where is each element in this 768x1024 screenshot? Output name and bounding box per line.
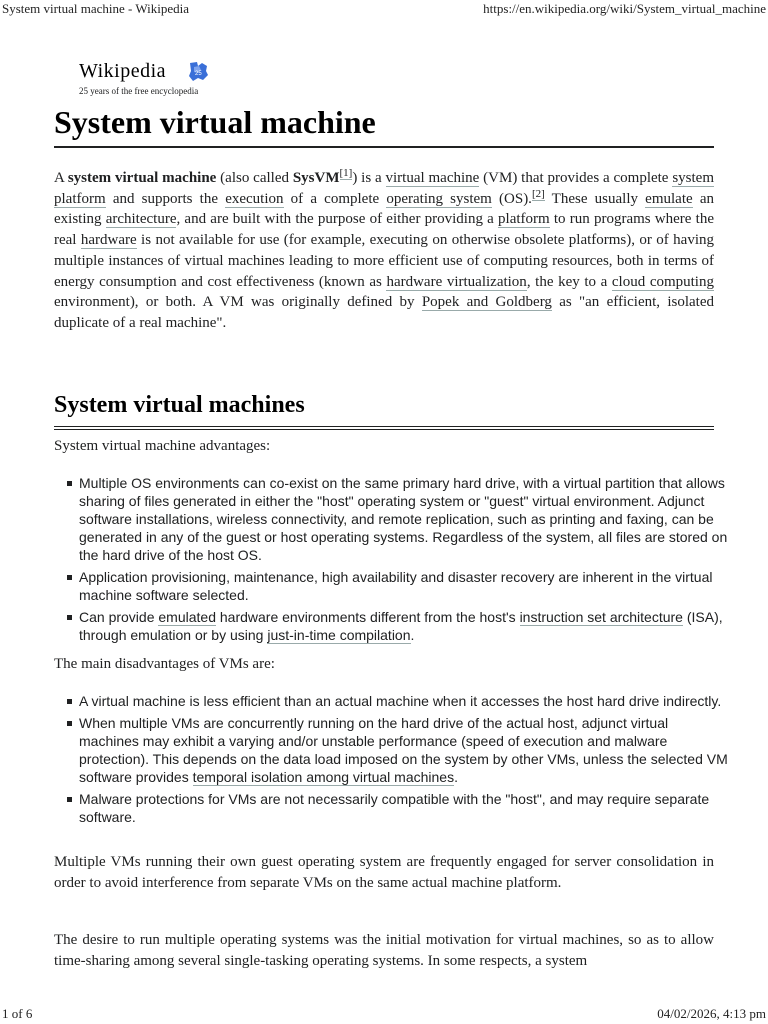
hardware-virtualization-link[interactable]: hardware virtualization [386, 273, 527, 290]
list-item: Application provisioning, maintenance, high availability and disaster recovery are inherent in the virtual machine software selected. [79, 568, 731, 604]
disadvantages-list [62, 692, 731, 830]
print-page-title: System virtual machine - Wikipedia [2, 1, 189, 16]
list-item: Multiple OS environments can co-exist on the same primary hard drive, with a virtual partition that allows sharing of files generated in either the "host" operating system or "guest" virtual environment. Adjunct software installations, wireless connectivity, and remote replication, such as printing and faxing, can be generated in any of the guest or host operating systems. Regardless of the system, all files are stored on the hard drive of the host OS. [79, 474, 731, 564]
list-item: Can provide emulated hardware environments different from the host's instruction set architecture (ISA), through emulation or by using just-in-time compilation. [79, 608, 731, 644]
page-title: System virtual machine [54, 102, 714, 148]
disadvantages-intro: The main disadvantages of VMs are: [54, 656, 275, 672]
system-platform-link[interactable]: system platform [54, 170, 714, 207]
list-item: A virtual machine is less efficient than an actual machine when it accesses the host hard drive indirectly. [79, 692, 731, 710]
list-item: Malware protections for VMs are not necessarily compatible with the "host", and may require separate software. [79, 790, 731, 826]
cloud-computing-link[interactable]: cloud computing [611, 273, 714, 290]
operating-system-link[interactable]: operating system [386, 190, 492, 207]
print-footer [0, 1004, 768, 1024]
virtual-machine-link[interactable]: virtual machine [385, 170, 480, 186]
architecture-link[interactable]: architecture [105, 211, 177, 228]
intro-paragraph [54, 168, 714, 334]
reference-1-link[interactable]: [1] [339, 167, 353, 179]
paragraph-motivation: The desire to run multiple operating systems was the initial motivation for virtual machines, so as to allow time-sharing among several single-tasking operating systems. In some respects, a system [54, 932, 714, 969]
logo-tagline: 25 years of the free encyclopedia [79, 86, 199, 96]
advantages-intro: System virtual machine advantages: [54, 438, 271, 454]
print-url: https://en.wikipedia.org/wiki/System_virtual_machine [483, 1, 766, 16]
wikipedia-logo[interactable] [79, 58, 279, 100]
wikipedia-globe-icon [187, 60, 209, 82]
svg-text:25: 25 [195, 71, 202, 77]
jit-compilation-link[interactable]: just-in-time compilation [267, 627, 411, 643]
print-datetime: 04/02/2026, 4:13 pm [657, 1006, 766, 1021]
list-item: When multiple VMs are concurrently running on the hard drive of the actual host, adjunct virtual machines may exhibit a varying and/or unstable performance (speed of execution and malware protection). This depends on the data load imposed on the system by other VMs, unless the selected VM software provides temporal isolation among virtual machines. [79, 714, 731, 786]
temporal-isolation-link[interactable]: temporal isolation among virtual machines [192, 769, 455, 785]
reference-2-link[interactable]: [2] [531, 187, 545, 200]
execution-link[interactable]: execution [225, 190, 284, 207]
paragraph-consolidation: Multiple VMs running their own guest operating system are frequently engaged for server consolidation in order to avoid interference from separate VMs on the same actual machine platform. [54, 854, 714, 891]
hardware-link[interactable]: hardware [80, 232, 137, 249]
advantages-list [62, 474, 731, 648]
platform-link[interactable]: platform [498, 211, 550, 228]
section-heading: System virtual machines [54, 390, 714, 430]
print-header [0, 0, 768, 18]
logo-wordmark: Wikipedia [79, 60, 166, 82]
emulate-link[interactable]: emulate [645, 190, 693, 207]
page-count: 1 of 6 [2, 1006, 33, 1021]
intro-text: A system virtual machine (also called SysVM[1]) is a virtual machine (VM) that provides a complete system platform and supports the execution of a complete operating system (OS).[2] These usually emulate an existing architecture, and are built with the purpose of either providing a platform to run programs where the real hardware is not available for use (for example, executing on otherwise obsolete platforms), or of having multiple instances of virtual machines leading to more efficient use of computing resources, both in terms of energy consumption and cost effectiveness (known as hardware virtualization, the key to a cloud computing environment), or both. A VM was originally defined by Popek and Goldberg as "an efficient, isolated duplicate of a real machine". [54, 167, 714, 331]
emulated-link[interactable]: emulated [158, 609, 216, 625]
popek-goldberg-link[interactable]: Popek and Goldberg [421, 294, 552, 311]
instruction-set-architecture-link[interactable]: instruction set architecture [519, 609, 683, 625]
